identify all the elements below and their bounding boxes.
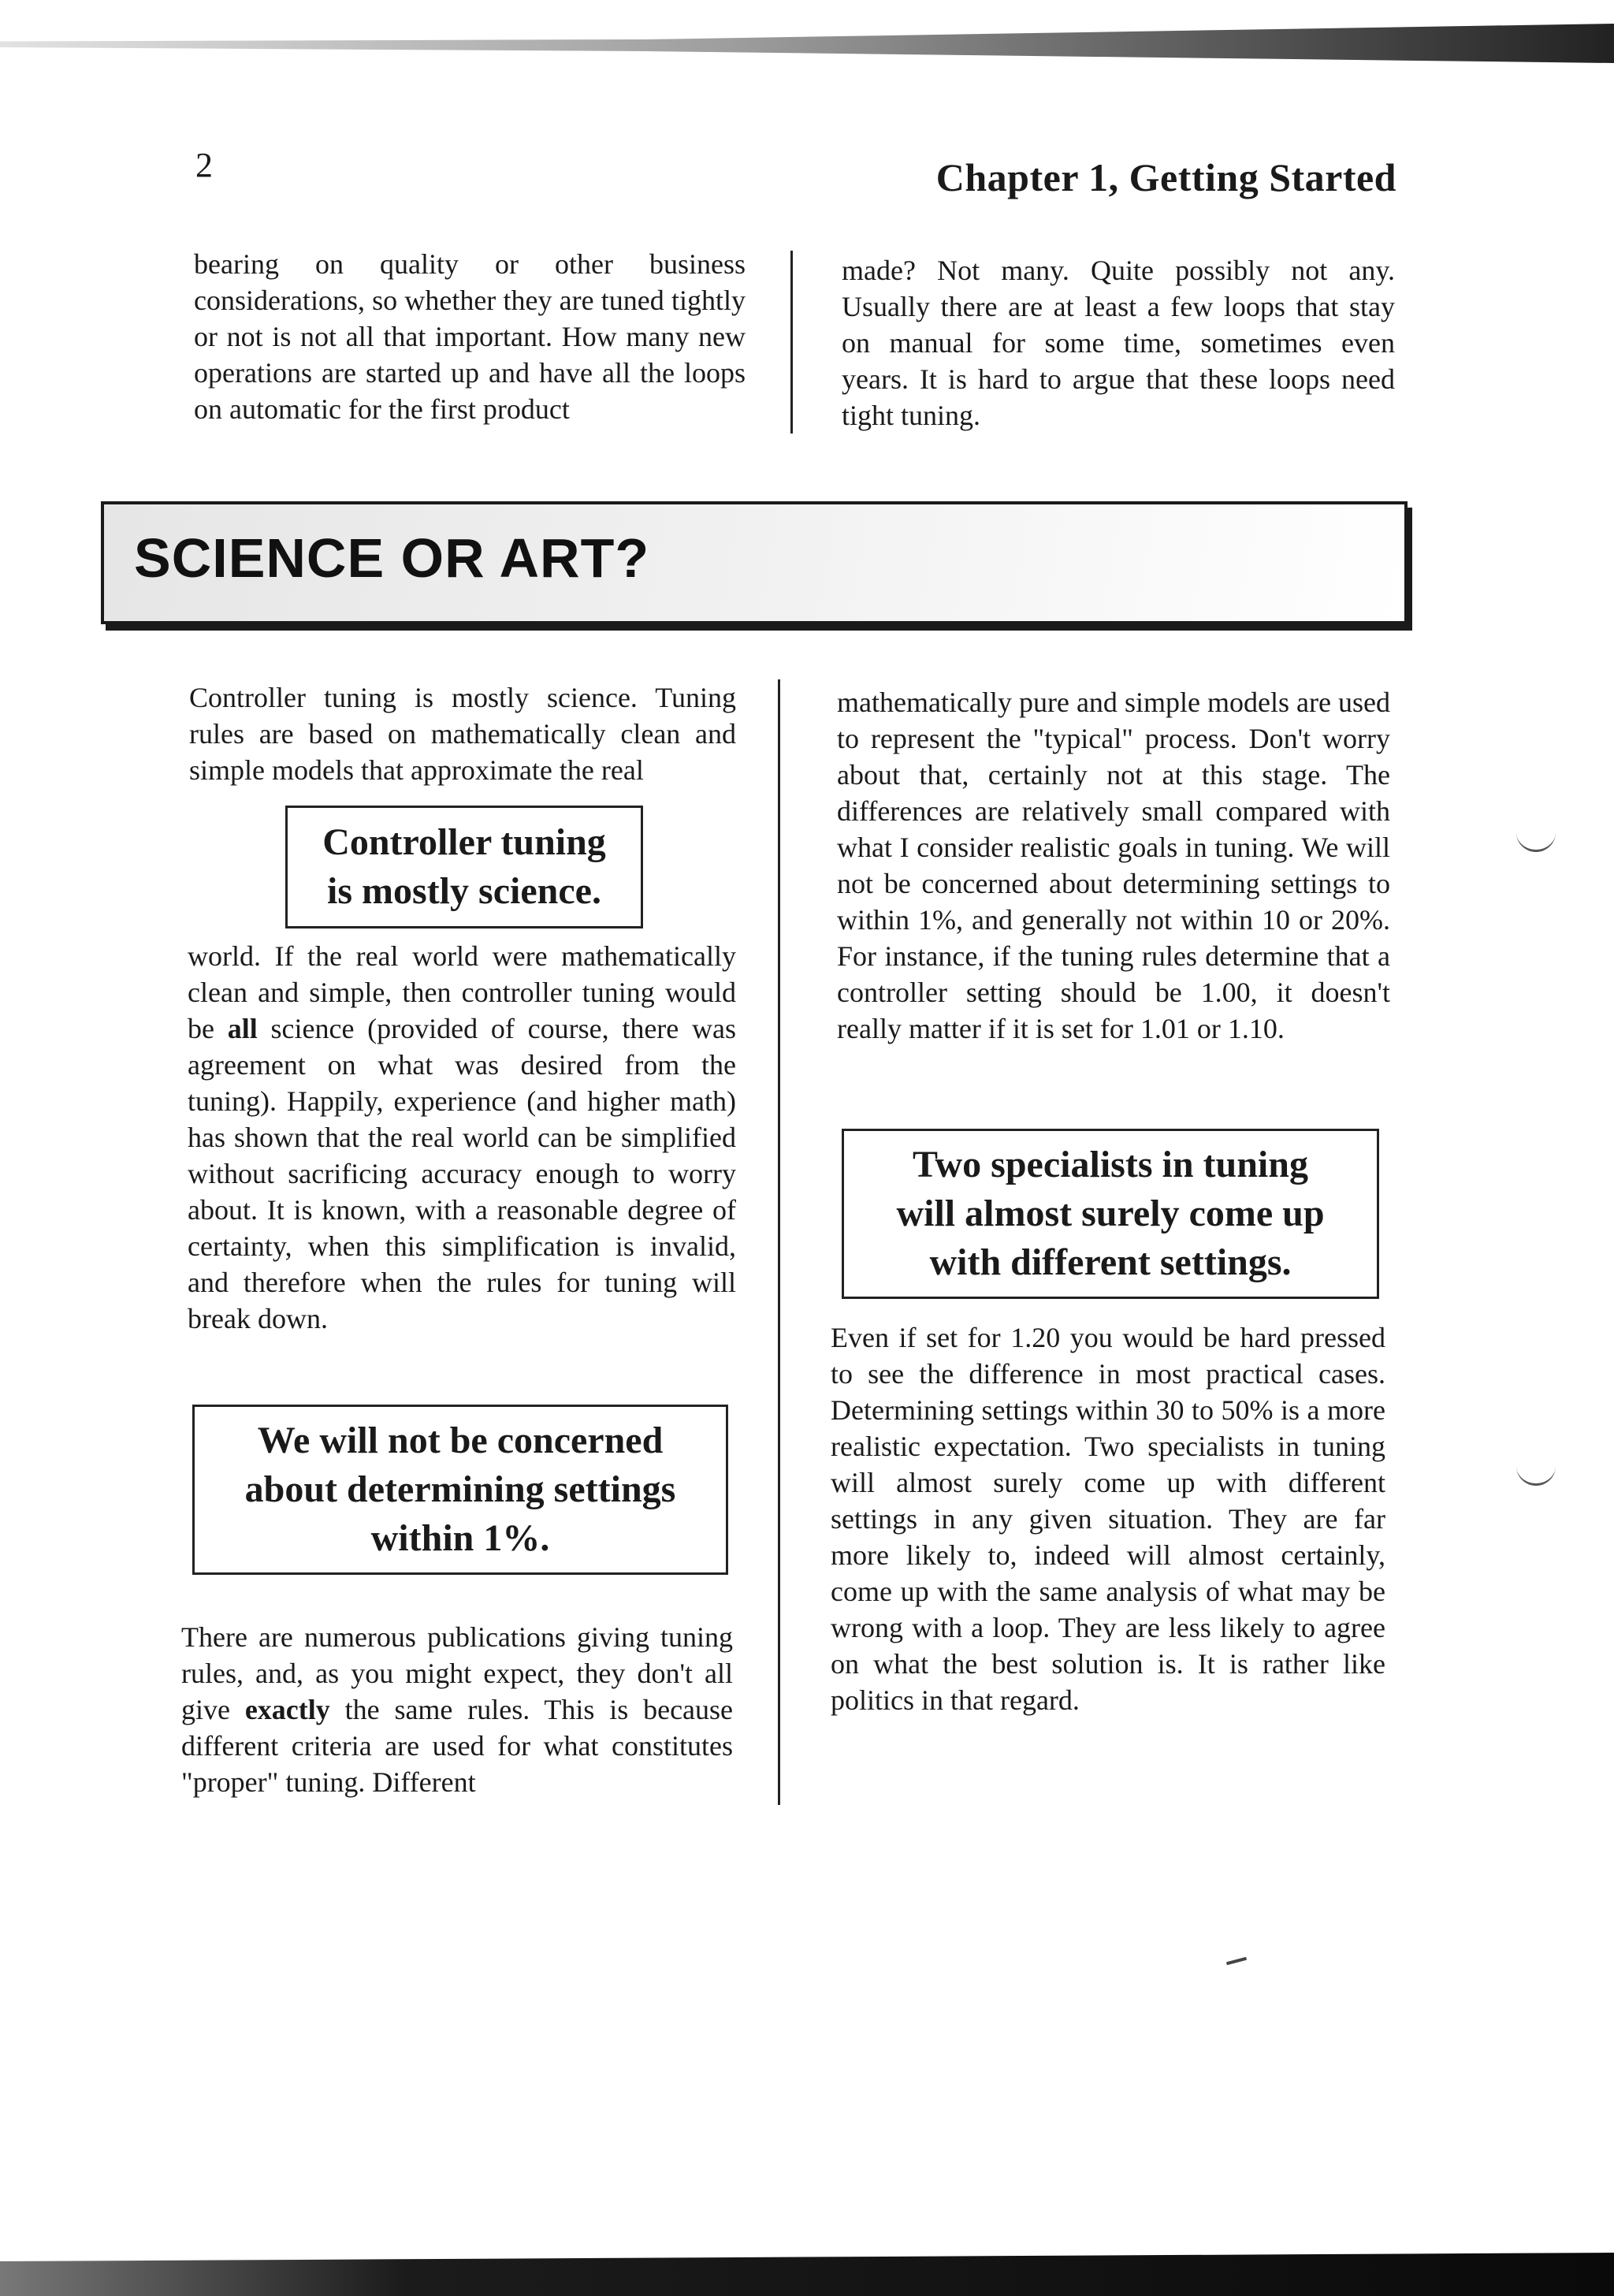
column-divider-main [778,679,780,1805]
column-divider-top [790,251,793,434]
scan-edge-top [0,24,1614,63]
left-intro-paragraph [189,679,736,788]
scan-edge-bottom [0,2253,1614,2296]
top-left-text: bearing on quality or other business considerations, so whether they are tuned tightly or not is not all that important. How many new operations are started up and have all the loops on automatic for the first product [194,248,746,425]
top-right-paragraph [842,252,1395,434]
page-number: 2 [195,146,213,184]
pullquote-line: is mostly science. [327,870,601,912]
left-publications-text: the same rules. This is because different criteria are used for what constitutes "proper" tuning. Different [181,1694,734,1798]
pullquote-line: Two specialists in tuning [913,1144,1308,1185]
section-banner [101,501,1408,624]
pullquote-line: with different settings. [929,1241,1292,1283]
right-conclusion-paragraph [831,1319,1385,1718]
left-intro-text: Controller tuning is mostly science. Tuning rules are based on mathematically clean and simple models that approximate the real [189,682,736,786]
left-publications-paragraph [181,1619,733,1800]
top-right-text: made? Not many. Quite possibly not any. Usually there are at least a few loops that stay on manual for some time, sometimes even years. It is hard to argue that these loops need tight tuning. [842,255,1395,431]
pullquote-line: about determining settings [244,1468,676,1510]
pullquote-two-specialists [842,1129,1379,1299]
margin-mark [1516,832,1556,852]
pullquote-controller-tuning [285,806,643,928]
left-body-text: science (provided of course, there was agreement on what was desired from the tuning). Happily, experience (and higher math) has shown that the real world can be simplified without sacrificing accuracy enough to worry about. It is known, with a reasonable degree of certainty, when this simplification is invalid, and therefore when the rules for tuning will break down. [188,1013,736,1334]
right-body-paragraph [837,684,1390,1047]
left-body-paragraph [188,938,736,1337]
left-publications-text: There are numerous publications giving tuning rules, and, as you might expect, they don't all give [181,1621,733,1725]
emphasis-all: all [227,1013,258,1044]
pullquote-line: will almost surely come up [896,1193,1325,1234]
emphasis-exactly: exactly [244,1694,330,1725]
running-title: Chapter 1, Getting Started [935,155,1396,199]
pullquote-line: within 1%. [370,1517,550,1559]
right-conclusion-text: Even if set for 1.20 you would be hard pressed to see the difference in most practical cases. Determining settings within 30 to 50% is a more realistic expectation. Two specialists in tuning will almost surely come up with different settings in any given situation. They are far more likely to, indeed will almost certainly, come up with the same analysis of what may be wrong with a loop. They are less likely to agree on what the best solution is. It is rather like politics in that regard. [831,1322,1385,1716]
top-left-paragraph [194,246,746,427]
pullquote-line: Controller tuning [322,821,606,863]
section-heading: SCIENCE OR ART? [134,527,650,589]
stray-mark [1226,1957,1247,1966]
pullquote-line: We will not be concerned [257,1420,664,1461]
left-body-text: world. If the real world were mathematically clean and simple, then controller tuning would be [188,940,736,1044]
right-body-text: mathematically pure and simple models are used to represent the "typical" process. Don't worry about that, certainly not at this stage. The differences are relatively small compared with what I consider realistic goals in tuning. We will not be concerned about determining settings to within 1%, and generally not within 10 or 20%. For instance, if the tuning rules determine that a controller setting should be 1.00, it doesn't really matter if it is set for 1.01 or 1.10. [837,687,1390,1044]
pullquote-not-concerned [192,1405,728,1575]
margin-mark [1516,1466,1556,1486]
